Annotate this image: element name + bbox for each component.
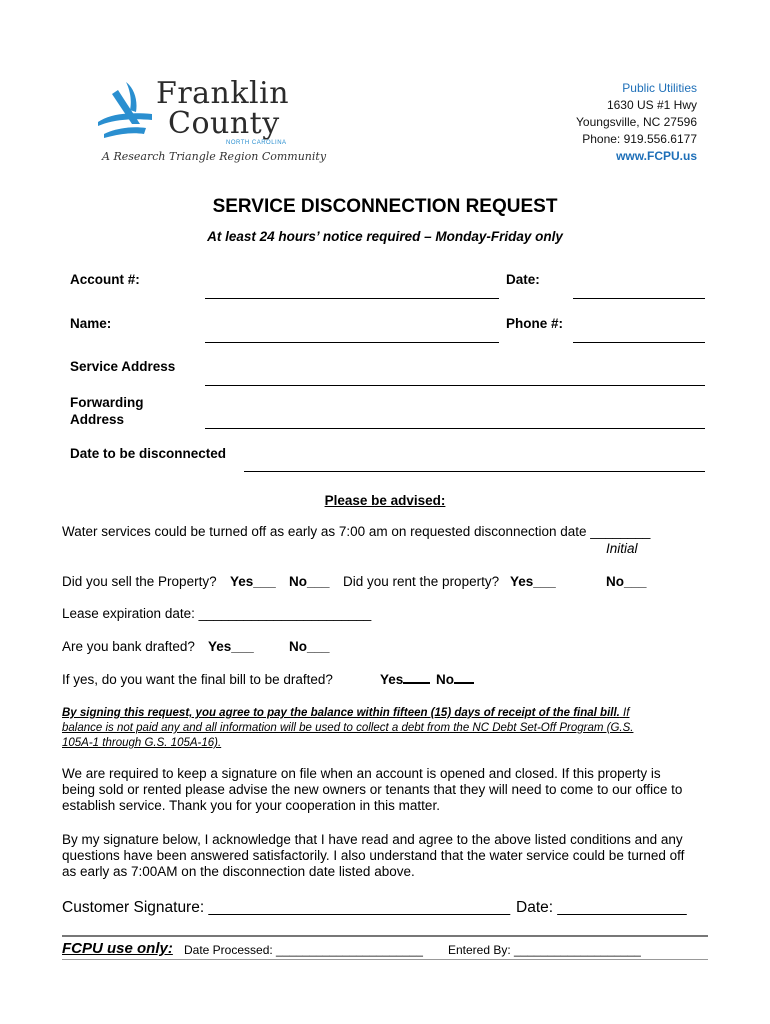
service-address-field[interactable] (205, 385, 705, 386)
ack-line3: as early as 7:00AM on the disconnection date listed above. (62, 864, 415, 879)
payment-notice (62, 706, 722, 751)
policy-line1: We are required to keep a signature on file when an account is opened and closed. If this property is (62, 766, 661, 781)
forwarding-label-line1: Forwarding (70, 395, 144, 410)
final-no-label: No (436, 672, 454, 687)
account-label: Account #: (70, 272, 140, 287)
disconnect-date-label: Date to be disconnected (70, 446, 227, 461)
website-link[interactable]: www.FCPU.us (616, 149, 697, 163)
form-title: SERVICE DISCONNECTION REQUEST (212, 196, 558, 217)
sold-question: Did you sell the Property? (62, 574, 217, 589)
rented-no[interactable]: No___ (606, 574, 647, 589)
form-subtitle: At least 24 hours’ notice required – Monday-Friday only (207, 229, 563, 244)
policy-line2: being sold or rented please advise the new owners or tenants that they will need to come to our office to (62, 782, 683, 797)
final-bill-question: If yes, do you want the final bill to be drafted? (62, 672, 333, 687)
phone-label: Phone #: (506, 316, 564, 331)
payment-notice-line3: 105A-1 through G.S. 105A-16). (62, 737, 222, 749)
logo-state: NORTH CAROLINA (226, 140, 287, 146)
disconnect-date-field[interactable] (244, 471, 705, 472)
name-field[interactable] (205, 342, 499, 343)
forwarding-address-label (70, 394, 144, 428)
sold-yes[interactable]: Yes___ (230, 574, 276, 589)
ack-line1: By my signature below, I acknowledge that I have read and agree to the above listed conditions and any (62, 832, 683, 847)
ack-line2: questions have been answered satisfactorily. I also understand that the water service could be turned off (62, 848, 685, 863)
final-yes-label: Yes (380, 672, 404, 687)
payment-notice-line2: balance is not paid any and all information will be used to collect a debt from the NC Debt Set-Off Program (G.S. (62, 722, 634, 734)
final-bill-yes[interactable] (380, 672, 430, 687)
dept-name: Public Utilities (622, 81, 697, 95)
bank-question: Are you bank drafted? (62, 639, 195, 654)
policy-line3: establish service. Thank you for your cooperation in this matter. (62, 798, 440, 813)
rented-yes[interactable]: Yes___ (510, 574, 556, 589)
forwarding-address-field[interactable] (205, 428, 705, 429)
date-field[interactable] (573, 298, 705, 299)
logo-line-franklin: Franklin (156, 76, 290, 111)
office-use-top-rule (62, 935, 708, 937)
office-use-bottom-rule (62, 959, 708, 960)
account-field[interactable] (205, 298, 499, 299)
date-processed-field[interactable]: Date Processed: ______________________ (184, 943, 423, 957)
date-label: Date: (506, 272, 540, 287)
forwarding-label-line2: Address (70, 412, 125, 427)
signature-policy-paragraph (62, 766, 722, 814)
bank-yes[interactable]: Yes___ (208, 639, 254, 654)
logo-tagline: A Research Triangle Region Community (102, 150, 327, 163)
initial-label: Initial (606, 541, 638, 556)
entered-by-field[interactable]: Entered By: ___________________ (448, 943, 641, 957)
rented-question: Did you rent the property? (343, 574, 500, 589)
water-shutoff-notice: Water services could be turned off as early as 7:00 am on requested disconnection date ________ (62, 524, 651, 539)
logo-line-county: County (168, 106, 280, 141)
office-use-label: FCPU use only: (62, 940, 173, 957)
signature-date-field[interactable]: Date: _______________ (516, 899, 687, 916)
service-address-label: Service Address (70, 359, 176, 374)
payment-notice-tail: If (619, 707, 630, 719)
customer-signature-field[interactable]: Customer Signature: ___________________________________ (62, 899, 511, 916)
sold-no[interactable]: No___ (289, 574, 330, 589)
bank-no[interactable]: No___ (289, 639, 330, 654)
lease-expiration[interactable]: Lease expiration date: _______________________ (62, 606, 372, 621)
name-label: Name: (70, 316, 112, 331)
payment-notice-bold: By signing this request, you agree to pay the balance within fifteen (15) days of receipt of the final bill. (62, 707, 620, 719)
final-bill-no[interactable] (436, 672, 474, 687)
county-logo (96, 76, 327, 168)
utility-address (500, 80, 697, 165)
city-state-zip: Youngsville, NC 27596 (576, 115, 697, 129)
advised-heading: Please be advised: (324, 493, 446, 508)
phone-field[interactable] (573, 342, 705, 343)
phone-number: Phone: 919.556.6177 (582, 132, 697, 146)
acknowledgement-paragraph (62, 832, 722, 880)
street-address: 1630 US #1 Hwy (606, 98, 697, 112)
